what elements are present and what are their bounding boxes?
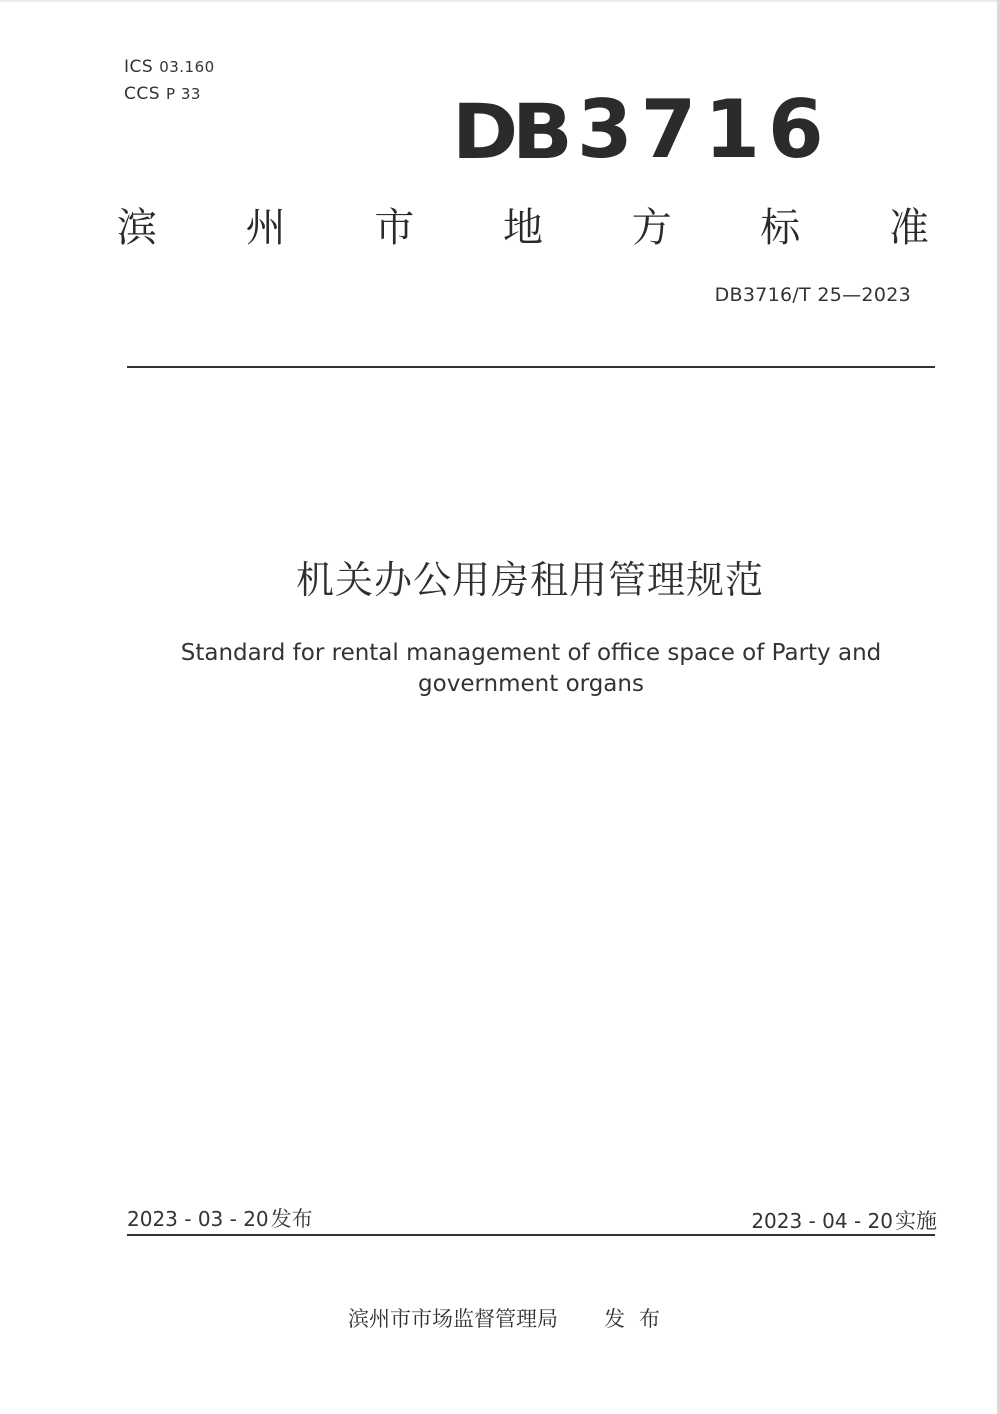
ics-label: ICS [124, 57, 154, 77]
db-logo-prefix: DB [452, 87, 567, 176]
standard-number: DB3716/T 25—2023 [714, 284, 911, 306]
standard-type-char: 滨 [117, 205, 157, 251]
standard-type-char: 州 [245, 205, 286, 251]
issuer-name: 滨州市市场监督管理局 [348, 1307, 558, 1331]
db-logo [452, 83, 832, 176]
title-english-line1: Standard for rental management of office space of Party and [180, 640, 882, 666]
ics-code: 03.160 [159, 58, 215, 76]
ccs-classification [124, 84, 201, 104]
ccs-label: CCS [124, 84, 161, 104]
issuer-action: 发布 [604, 1307, 674, 1331]
standard-type-char: 标 [760, 205, 801, 251]
release-date-block [127, 1203, 313, 1233]
standard-type-char: 方 [631, 205, 672, 251]
ics-classification [124, 57, 215, 77]
title-chinese: 机关办公用房租用管理规范 [295, 558, 764, 602]
implement-date-block [751, 1205, 937, 1235]
standard-type-heading [117, 200, 929, 256]
title-english-line2: government organs [418, 671, 644, 697]
standard-type-char: 准 [888, 205, 929, 251]
implement-date: 2023 - 04 - 20 [751, 1209, 893, 1233]
title-english [0, 638, 1000, 700]
standard-type-char: 地 [502, 205, 543, 251]
release-date: 2023 - 03 - 20 [127, 1207, 269, 1231]
ccs-code: P 33 [166, 85, 201, 103]
db-logo-number: 3716 [577, 83, 832, 176]
bottom-divider [127, 1234, 935, 1236]
issuer-block [348, 1303, 674, 1333]
standard-type-char: 市 [374, 205, 415, 251]
scan-top-edge [0, 0, 1000, 2]
release-label: 发布 [270, 1207, 313, 1231]
top-divider [127, 366, 935, 368]
implement-label: 实施 [895, 1209, 937, 1233]
